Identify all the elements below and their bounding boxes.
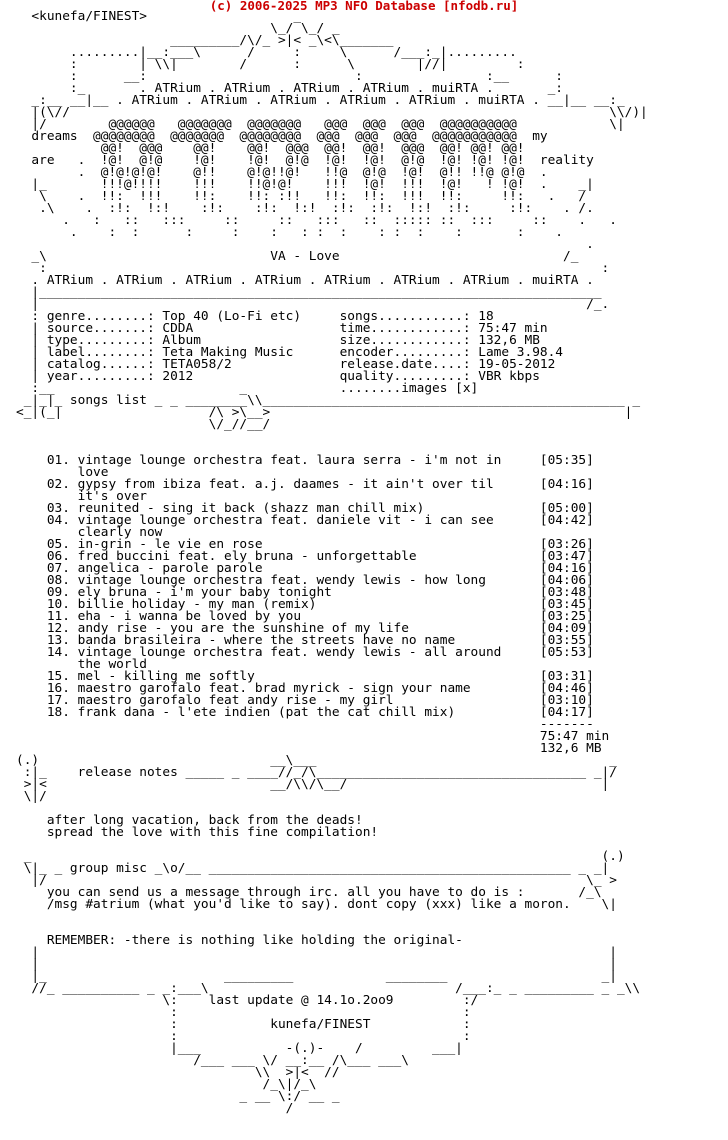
nfo-line: 16. maestro garofalo feat. brad myrick - sign your name [04:46] (16, 681, 594, 696)
nfo-line: 13. banda brasileira - where the streets have no name [03:55] (16, 633, 594, 648)
nfo-line: | year.........: 2012 quality.........: VBR kbps (16, 369, 540, 384)
nfo-line: : __: : :__ : (16, 69, 564, 84)
nfo-line: \: last update @ 14.1o.2oo9 :/ (16, 993, 479, 1008)
nfo-line: 03. reunited - sing it back (shazz man chill mix) [05:00] (16, 501, 594, 516)
nfo-line: . (16, 237, 594, 252)
nfo-line: 18. frank dana - l'ete indien (pat the cat chill mix) [04:17] (16, 705, 594, 720)
nfo-line: \_/ \_/ _ (16, 21, 448, 36)
nfo-line: (.) __\___ _ (16, 753, 617, 768)
nfo-line: | type.........: Album size............: 132,6 MB (16, 333, 540, 348)
nfo-line: _:__ __|__ . ATRium . ATRium . ATRium . ATRium . ATRium . muiRTA . __|__ __:_ (16, 93, 625, 108)
nfo-line: .........|__:___\ / : \ /___:_|......... (16, 45, 517, 60)
nfo-line: 10. billie holiday - my man (remix) [03:45] (16, 597, 594, 612)
site-header-link[interactable]: (c) 2006-2025 MP3 NFO Database [nfodb.ru] (209, 0, 519, 13)
nfo-line: :_ . ATRium . ATRium . ATRium . ATRium . muiRTA . _: (16, 81, 564, 96)
nfo-line: the world (16, 657, 147, 672)
nfo-line: 15. mel - killing me softly [03:31] (16, 669, 594, 684)
nfo-line: you can send us a message through irc. all you have to do is : /_\ (16, 885, 602, 900)
nfo-line: @@! @@@ @@! @@! @@@ @@! @@! @@@ @@! @@! @@! (16, 141, 525, 156)
nfo-line: 11. eha - i wanna be loved by you [03:25] (16, 609, 594, 624)
nfo-line: . @!@!@!@! @!! @!@!!@! !!@ @!@ !@! @!! !!@ @!@ . (16, 165, 548, 180)
nfo-line: >|< __/\\/\__/ | (16, 777, 610, 792)
nfo-line: 17. maestro garofalo feat andy rise - my girl [03:10] (16, 693, 594, 708)
nfo-line: \/_//__/ (16, 417, 271, 432)
nfo-line: 06. fred buccini feat. ely bruna - unforgettable [03:47] (16, 549, 594, 564)
nfo-line: _ __ \:/ __ _ (16, 1089, 340, 1104)
nfo-line: 01. vintage lounge orchestra feat. laura serra - i'm not in [05:35] (16, 453, 594, 468)
nfo-line: |(\// \\/)| (16, 105, 648, 120)
nfo-line: \\ >|< // (16, 1065, 340, 1080)
nfo-line: / (16, 1101, 294, 1116)
nfo-text (16, 11, 648, 1115)
nfo-line (16, 911, 648, 923)
nfo-line: |/ @@@@@@ @@@@@@@ @@@@@@@ @@@ @@@ @@@ @@@@@@@@@@ \| (16, 117, 625, 132)
nfo-line: | catalog......: TETA058/2 release.date....: 19-05-2012 (16, 357, 556, 372)
nfo-line: 132,6 MB (16, 741, 602, 756)
nfo-line: /_\|/_\ (16, 1077, 317, 1092)
nfo-line: |_ _________ ________ _| (16, 969, 617, 984)
nfo-line: clearly now (16, 525, 163, 540)
nfo-line: 05. in-grin - le vie en rose [03:26] (16, 537, 594, 552)
nfo-line: 02. gypsy from ibiza feat. a.j. daames - it ain't over til [04:16] (16, 477, 594, 492)
nfo-line: :|_ release notes _____ _ ____//_/\___________________________________ _|/ (16, 765, 617, 780)
nfo-line: \|_ _ group misc _\o/__ _______________________________________________ _ _| (16, 861, 610, 876)
nfo-line: | | (16, 957, 617, 972)
nfo-line: \ . !!: !!! !!: !!: :!! !!: !!: !!! !!: !!: . / (16, 189, 587, 204)
nfo-line: .\ . :!: !:! :!: :!: !:! :!: :!: !:! :!: :!: . /. (16, 201, 594, 216)
nfo-line: 14. vintage lounge orchestra feat. wendy lewis - all around [05:53] (16, 645, 594, 660)
nfo-line: : : (16, 261, 610, 276)
nfo-line: 08. vintage lounge orchestra feat. wendy lewis - how long [04:06] (16, 573, 594, 588)
nfo-line: | | (16, 945, 617, 960)
nfo-line: after long vacation, back from the deads! (16, 813, 363, 828)
nfo-line: are . !@! @!@ !@! !@! @!@ !@! !@! @!@ !@! !@! !@! reality (16, 153, 594, 168)
nfo-line: _________/\/_ >|< _\<\_______ (16, 33, 456, 48)
nfo-line: 75:47 min (16, 729, 610, 744)
nfo-line: ------- (16, 717, 594, 732)
nfo-line: _|_|_ songs list _ _ ________\\_______________________________________________ _ (16, 393, 641, 408)
nfo-line: it's over (16, 489, 147, 504)
nfo-line: /___ ___ \/ __:__ /\___ ___\ (16, 1053, 409, 1068)
nfo-line: 07. angelica - parole parole [04:16] (16, 561, 594, 576)
nfo-line: <kunefa/FINEST> _ (16, 9, 448, 24)
nfo-line: . ATRium . ATRium . ATRium . ATRium . ATRium . ATRium . ATRium . muiRTA . (16, 273, 594, 288)
nfo-line: : kunefa/FINEST : (16, 1017, 471, 1032)
nfo-line: dreams @@@@@@@@ @@@@@@@ @@@@@@@@ @@@ @@@ @@@ @@@@@@@@@@@ my (16, 129, 548, 144)
nfo-line: \|/ (16, 789, 47, 804)
nfo-line: _\ VA - Love /_ (16, 249, 579, 264)
nfo-line: . : :: ::: :: :: ::: :: ::::: :: ::: :: . . (16, 213, 617, 228)
nfo-line: <_|(_| /\ >\__> | (16, 405, 633, 420)
nfo-line: |_________________________________________________________________________ (16, 285, 610, 300)
nfo-line (16, 431, 648, 443)
nfo-line: |/ \_ > (16, 873, 617, 888)
nfo-line: |___ -(.)- / ___| (16, 1041, 463, 1056)
nfo-line: : genre........: Top 40 (Lo-Fi etc) songs...........: 18 (16, 309, 494, 324)
nfo-line: spread the love with this fine compilation! (16, 825, 379, 840)
nfo-line: | label........: Teta Making Music encoder.........: Lame 3.98.4 (16, 345, 564, 360)
nfo-line: | /_. (16, 297, 610, 312)
nfo-line: 12. andy rise - you are the sunshine of my life [04:09] (16, 621, 594, 636)
nfo-line: _ (.) (16, 849, 625, 864)
nfo-line: 04. vintage lounge orchestra feat. daniele vit - i can see [04:42] (16, 513, 594, 528)
nfo-line: : : (16, 1005, 471, 1020)
nfo-line: /msg #atrium (what you'd like to say). dont copy (xxx) like a moron. \| (16, 897, 617, 912)
nfo-line: : | \\| / : \ |//| : (16, 57, 525, 72)
nfo-line: :__ _ ........images [x] (16, 381, 479, 396)
nfo-line: | source.......: CDDA time............: 75:47 min (16, 321, 548, 336)
nfo-line: REMEMBER: -there is nothing like holding the original- (16, 933, 463, 948)
nfo-line: |_ !!!@!!!! !!! !!@!@! !!! !@! !!! !@! ! !@! . _| (16, 177, 594, 192)
nfo-line: : : (16, 1029, 471, 1044)
nfo-line: //_ __________ _ _:___\ /___:_ _ _________ _ _\\ (16, 981, 641, 996)
nfo-line: 09. ely bruna - i'm your baby tonight [03:48] (16, 585, 594, 600)
nfo-line: . : : : : : : : : : : : : : . (16, 225, 564, 240)
nfo-line: love (16, 465, 109, 480)
